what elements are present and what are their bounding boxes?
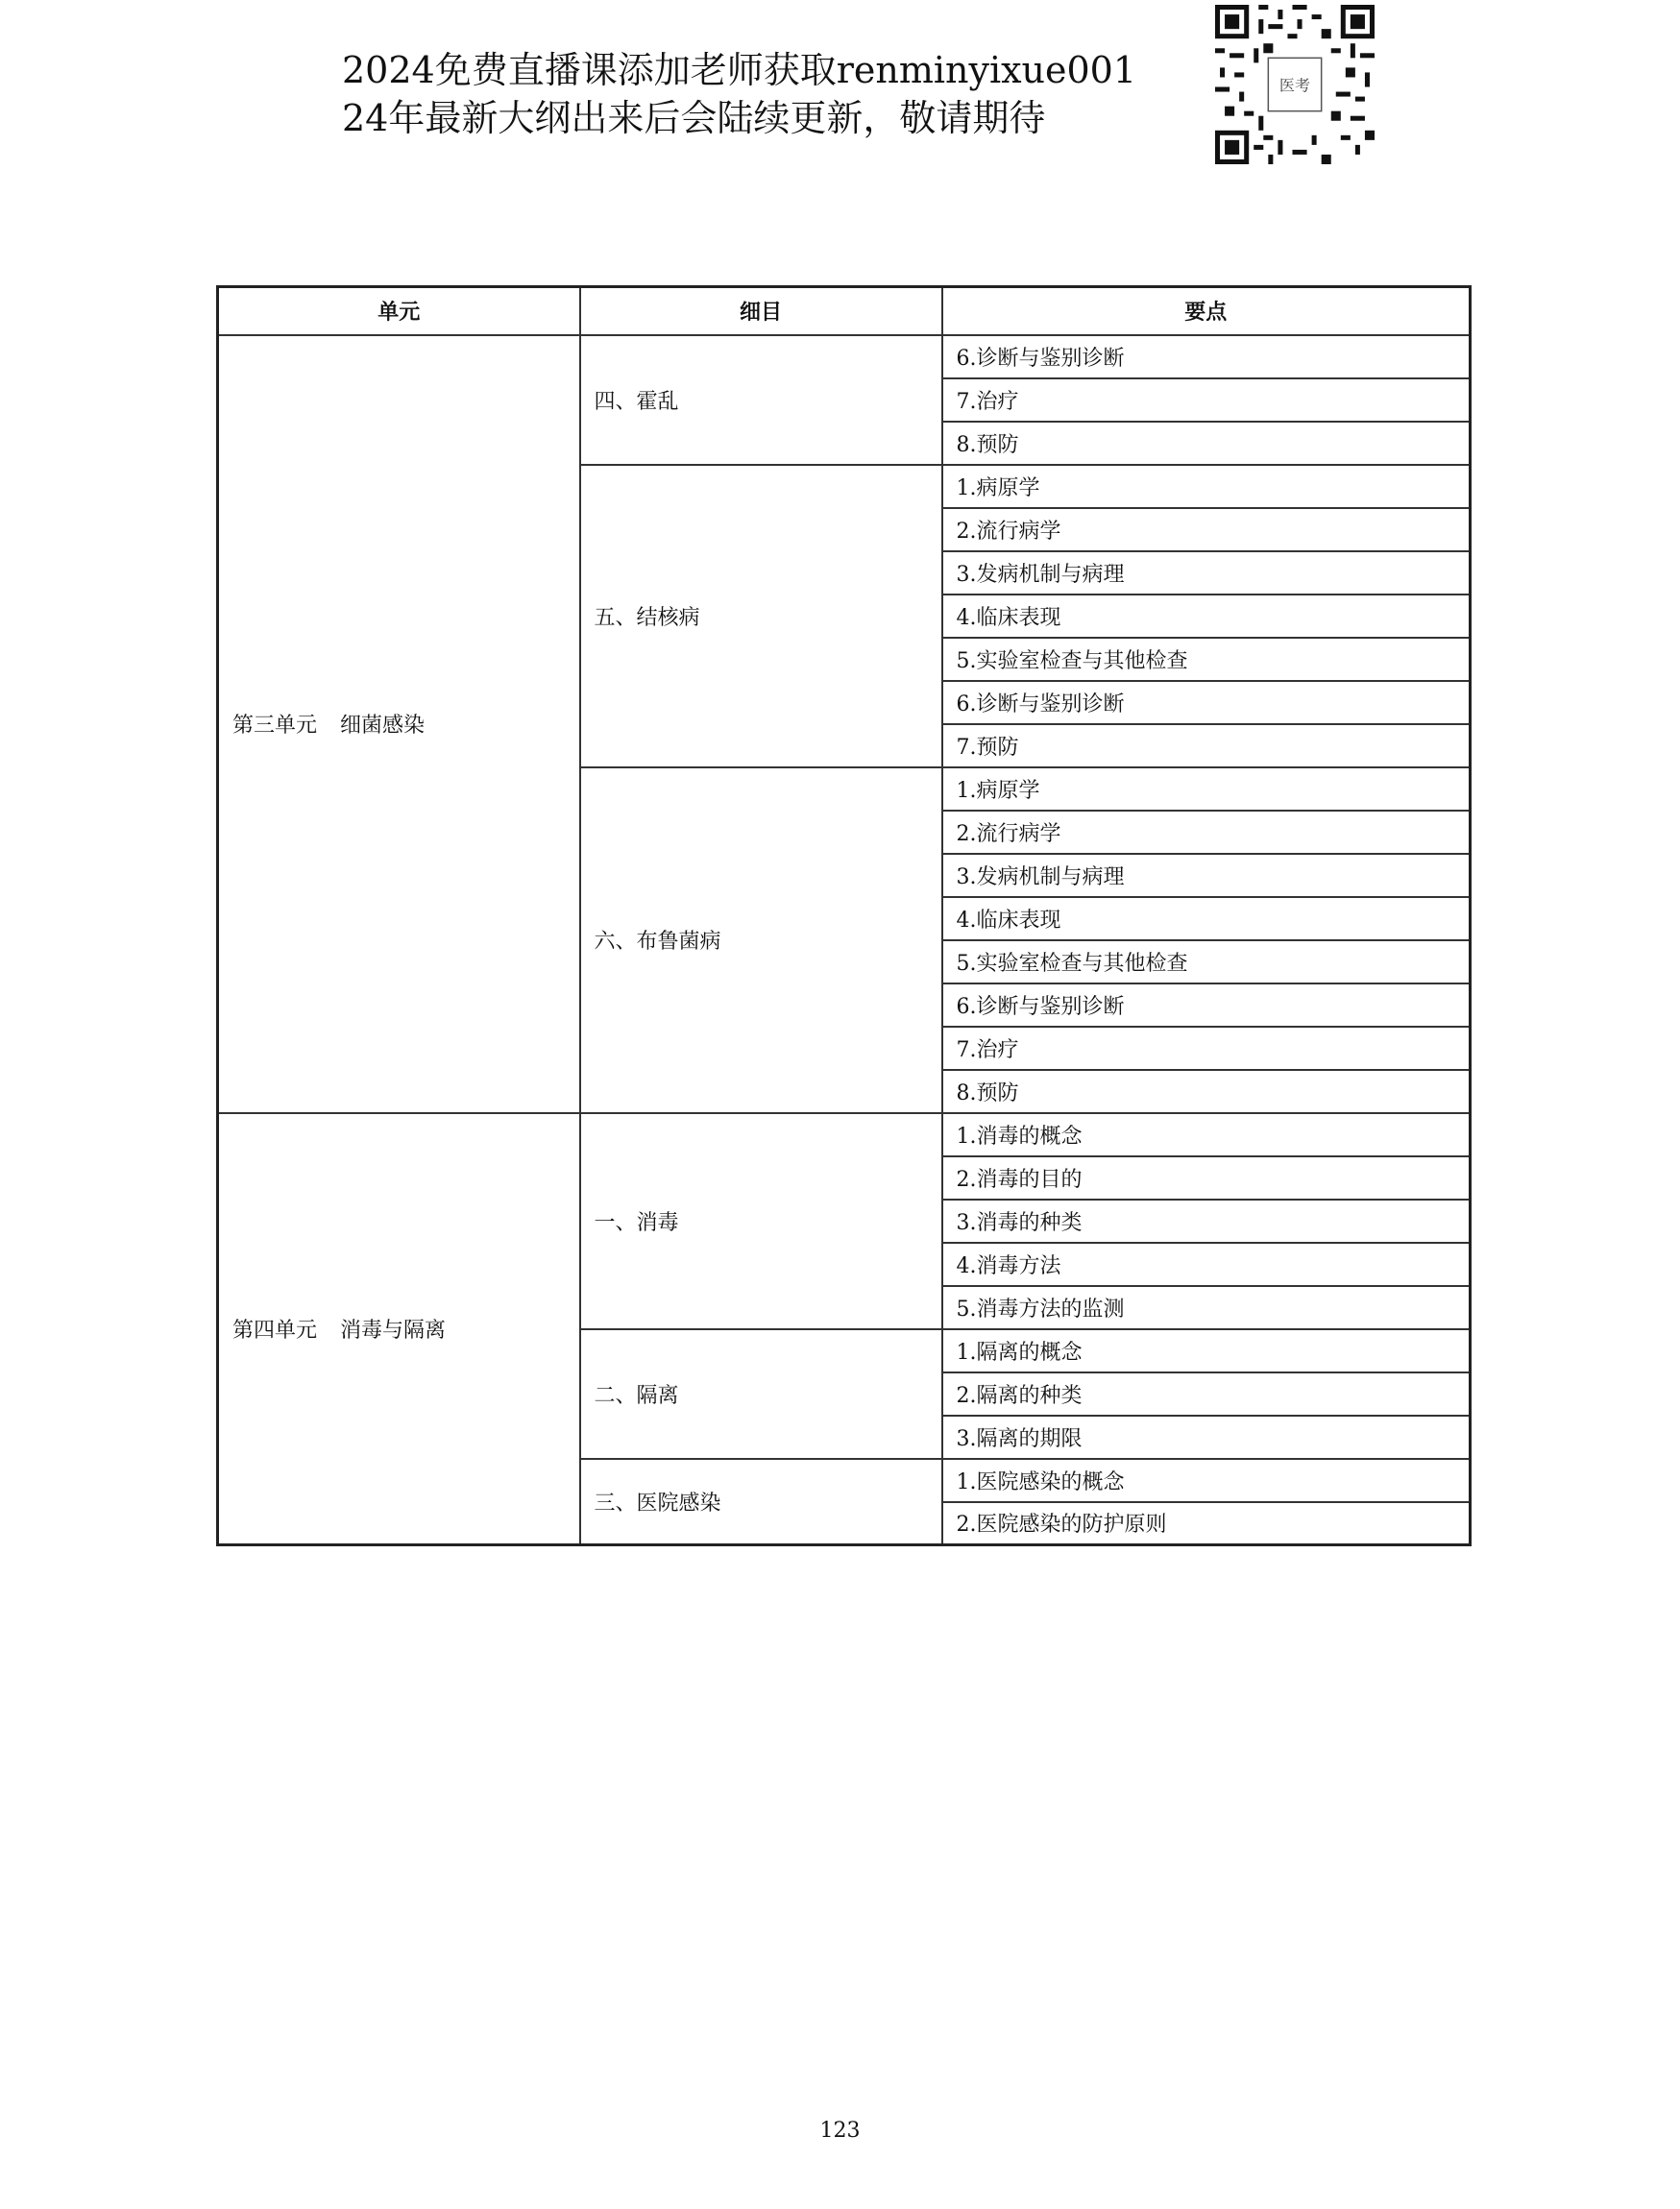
table-row (218, 1113, 1471, 1156)
point-cell: 8.预防 (942, 422, 1471, 465)
point-cell: 3.发病机制与病理 (942, 854, 1471, 897)
sub-item-cell: 二、隔离 (580, 1329, 942, 1459)
qr-code-icon (1215, 5, 1375, 164)
point-cell: 3.消毒的种类 (942, 1200, 1471, 1243)
unit-prefix: 第四单元 (232, 1318, 318, 1343)
sub-item-cell: 三、医院感染 (580, 1459, 942, 1545)
col-header-item: 细目 (580, 287, 942, 335)
point-cell: 7.治疗 (942, 1027, 1471, 1070)
unit-title: 消毒与隔离 (340, 1318, 447, 1343)
point-cell: 5.实验室检查与其他检查 (942, 638, 1471, 681)
col-header-point: 要点 (942, 287, 1471, 335)
col-header-unit: 单元 (218, 287, 580, 335)
point-cell: 1.消毒的概念 (942, 1113, 1471, 1156)
sub-item-cell: 五、结核病 (580, 465, 942, 767)
point-cell: 6.诊断与鉴别诊断 (942, 983, 1471, 1027)
point-cell: 2.隔离的种类 (942, 1372, 1471, 1416)
point-cell: 6.诊断与鉴别诊断 (942, 335, 1471, 378)
promo-header (342, 46, 1136, 142)
sub-item-cell: 四、霍乱 (580, 335, 942, 465)
sub-item-cell: 六、布鲁菌病 (580, 767, 942, 1113)
point-cell: 5.消毒方法的监测 (942, 1286, 1471, 1329)
table-header-row (218, 287, 1471, 335)
point-cell: 3.隔离的期限 (942, 1416, 1471, 1459)
point-cell: 1.病原学 (942, 465, 1471, 508)
unit-cell-3 (218, 335, 580, 1113)
qr-logo-text: 医考 (1278, 76, 1311, 95)
point-cell: 2.流行病学 (942, 811, 1471, 854)
promo-line-2: 24年最新大纲出来后会陆续更新，敬请期待 (342, 97, 1046, 139)
page-number: 123 (819, 2119, 861, 2143)
unit-cell-4 (218, 1113, 580, 1545)
point-cell: 5.实验室检查与其他检查 (942, 940, 1471, 983)
point-cell: 2.流行病学 (942, 508, 1471, 551)
point-cell: 6.诊断与鉴别诊断 (942, 681, 1471, 724)
point-cell: 8.预防 (942, 1070, 1471, 1113)
point-cell: 3.发病机制与病理 (942, 551, 1471, 595)
table-row (218, 335, 1471, 378)
point-cell: 4.消毒方法 (942, 1243, 1471, 1286)
sub-item-cell: 一、消毒 (580, 1113, 942, 1329)
point-cell: 1.医院感染的概念 (942, 1459, 1471, 1502)
point-cell: 4.临床表现 (942, 897, 1471, 940)
unit-prefix: 第三单元 (232, 714, 318, 738)
point-cell: 2.消毒的目的 (942, 1156, 1471, 1200)
point-cell: 1.隔离的概念 (942, 1329, 1471, 1372)
unit-title: 细菌感染 (340, 714, 426, 738)
point-cell: 7.治疗 (942, 378, 1471, 422)
promo-line-1: 2024免费直播课添加老师获取renminyixue001 (342, 49, 1137, 91)
point-cell: 2.医院感染的防护原则 (942, 1502, 1471, 1545)
point-cell: 1.病原学 (942, 767, 1471, 811)
point-cell: 4.临床表现 (942, 595, 1471, 638)
syllabus-table (216, 285, 1472, 1546)
point-cell: 7.预防 (942, 724, 1471, 767)
